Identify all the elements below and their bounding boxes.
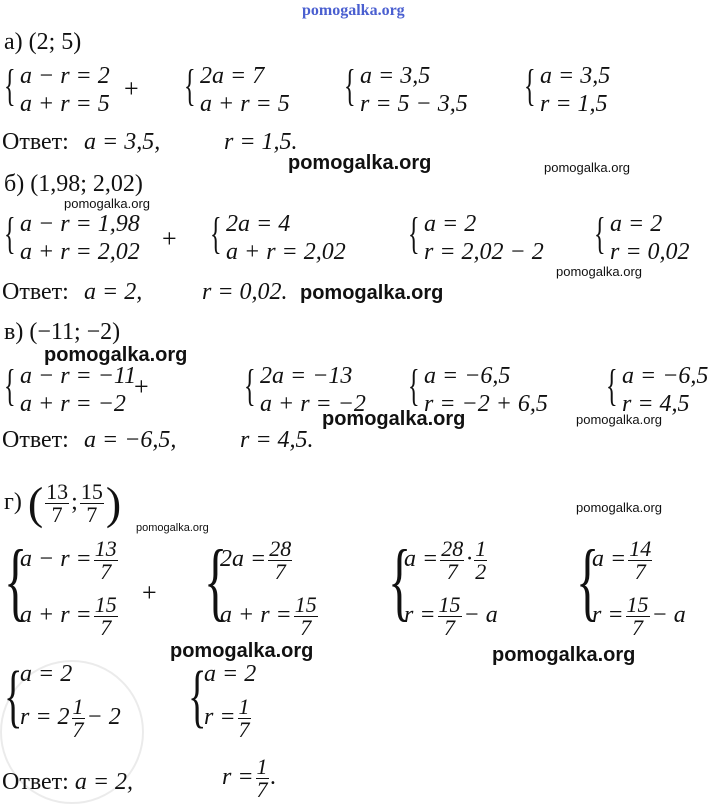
part-d-answer-a: a = 2, (74, 769, 134, 795)
brace-icon: { (244, 361, 256, 410)
plus-sign: + (134, 372, 149, 401)
brace-icon: { (210, 209, 222, 258)
equation: a + r = 2,02 (226, 239, 346, 265)
part-b-answer-a: a = 2, (84, 279, 143, 305)
equation: a = −6,5 (424, 363, 511, 389)
brace-icon: { (524, 61, 536, 110)
watermark: pomogalka.org (300, 282, 444, 304)
equation: a + r = 2,02 (20, 239, 140, 265)
fraction: $\frac{13}{7}$ (46, 478, 69, 527)
equation: a + r = −2 (20, 391, 126, 417)
part-a-heading: а) (2; 5) (4, 29, 82, 55)
part-b-heading: б) (1,98; 2,02) (4, 171, 143, 197)
fraction: $\frac{15}{7}$ (80, 478, 103, 527)
watermark: pomogalka.org (556, 264, 642, 279)
equation: r = 1,5 (540, 91, 608, 117)
equation: a = −6,5 (622, 363, 709, 389)
brace-icon: { (408, 361, 420, 410)
brace-icon: { (4, 209, 16, 258)
part-d-answer-label: Ответ: (2, 769, 69, 795)
part-c-answer-a: a = −6,5, (84, 427, 177, 453)
part-c-answer-label: Ответ: (2, 427, 69, 453)
part-d-answer-r: r = $\frac{1}{7}$ . (222, 753, 277, 802)
watermark: pomogalka.org (136, 522, 209, 534)
equation: r = 5 − 3,5 (360, 91, 468, 117)
equation: a = $\frac{28}{7}$ · $\frac{1}{2}$ (404, 536, 487, 584)
equation: a = 3,5 (360, 63, 431, 89)
plus-sign: + (162, 224, 177, 253)
equation: a = $\frac{14}{7}$ (592, 536, 652, 584)
equation: r = 4,5 (622, 391, 690, 417)
watermark: pomogalka.org (170, 640, 314, 662)
brace-icon: { (4, 361, 16, 410)
plus-sign: + (142, 578, 157, 607)
watermark: pomogalka.org (44, 344, 188, 366)
watermark: pomogalka.org (576, 500, 662, 515)
watermark: pomogalka.org (64, 196, 150, 211)
equation: r = −2 + 6,5 (424, 391, 548, 417)
part-b-answer-label: Ответ: (2, 279, 69, 305)
watermark-top: pomogalka.org (302, 2, 405, 19)
brace-icon: { (4, 61, 16, 110)
brace-icon: { (594, 209, 606, 258)
part-d-label: г) (4, 489, 22, 515)
brace-icon: { (344, 61, 356, 110)
part-b-answer-r: r = 0,02. (202, 279, 288, 305)
brace-icon: { (188, 658, 207, 735)
part-d-heading (4, 472, 121, 532)
part-c-answer-r: r = 4,5. (240, 427, 314, 453)
part-d-answer (2, 760, 133, 804)
part-a-answer-label: Ответ: (2, 129, 69, 155)
brace-icon: { (4, 658, 23, 735)
equation: r = 0,02 (610, 239, 690, 265)
watermark: pomogalka.org (544, 160, 630, 175)
brace-icon: { (606, 361, 618, 410)
brace-icon: { (4, 533, 28, 630)
part-c-heading: в) (−11; −2) (4, 319, 121, 345)
part-a-answer-a: a = 3,5, (84, 129, 161, 155)
brace-icon: { (388, 533, 412, 630)
equation: a + r = 5 (20, 91, 110, 117)
brace-icon: { (408, 209, 420, 258)
equation: a − r = 1,98 (20, 211, 140, 237)
equation: 2a = −13 (260, 363, 353, 389)
equation: r = 2,02 − 2 (424, 239, 544, 265)
paren-left: ( (27, 477, 44, 529)
equation: 2a = 4 (226, 211, 291, 237)
equation: a = 2 (610, 211, 663, 237)
equation: r = $\frac{1}{7}$ (204, 694, 250, 742)
brace-icon: { (184, 61, 196, 110)
equation: r = $\frac{15}{7}$ − a (404, 592, 498, 640)
brace-icon: { (576, 533, 600, 630)
watermark: pomogalka.org (576, 412, 662, 427)
paren-right: ) (105, 477, 122, 529)
equation: a − r = $\frac{13}{7}$ (20, 536, 117, 584)
watermark: pomogalka.org (288, 152, 432, 174)
equation: 2a = $\frac{28}{7}$ (220, 536, 292, 584)
separator: ; (71, 489, 78, 515)
equation: a − r = 2 (20, 63, 110, 89)
equation: a = 2 (424, 211, 477, 237)
equation: a − r = −11 (20, 363, 137, 389)
equation: a + r = $\frac{15}{7}$ (20, 592, 117, 640)
watermark: pomogalka.org (492, 644, 636, 666)
equation: r = $\frac{15}{7}$ − a (592, 592, 686, 640)
equation: a = 2 (204, 661, 257, 687)
equation: a + r = 5 (200, 91, 290, 117)
part-a-answer-r: r = 1,5. (224, 129, 298, 155)
equation: a = 3,5 (540, 63, 611, 89)
watermark: pomogalka.org (322, 408, 466, 430)
equation: a + r = −2 (260, 391, 366, 417)
brace-icon: { (204, 533, 228, 630)
equation: 2a = 7 (200, 63, 265, 89)
equation: a + r = $\frac{15}{7}$ (220, 592, 317, 640)
equation: a = 2 (20, 661, 73, 687)
plus-sign: + (124, 74, 139, 103)
equation: r = 2 $\frac{1}{7}$ − 2 (20, 694, 121, 742)
